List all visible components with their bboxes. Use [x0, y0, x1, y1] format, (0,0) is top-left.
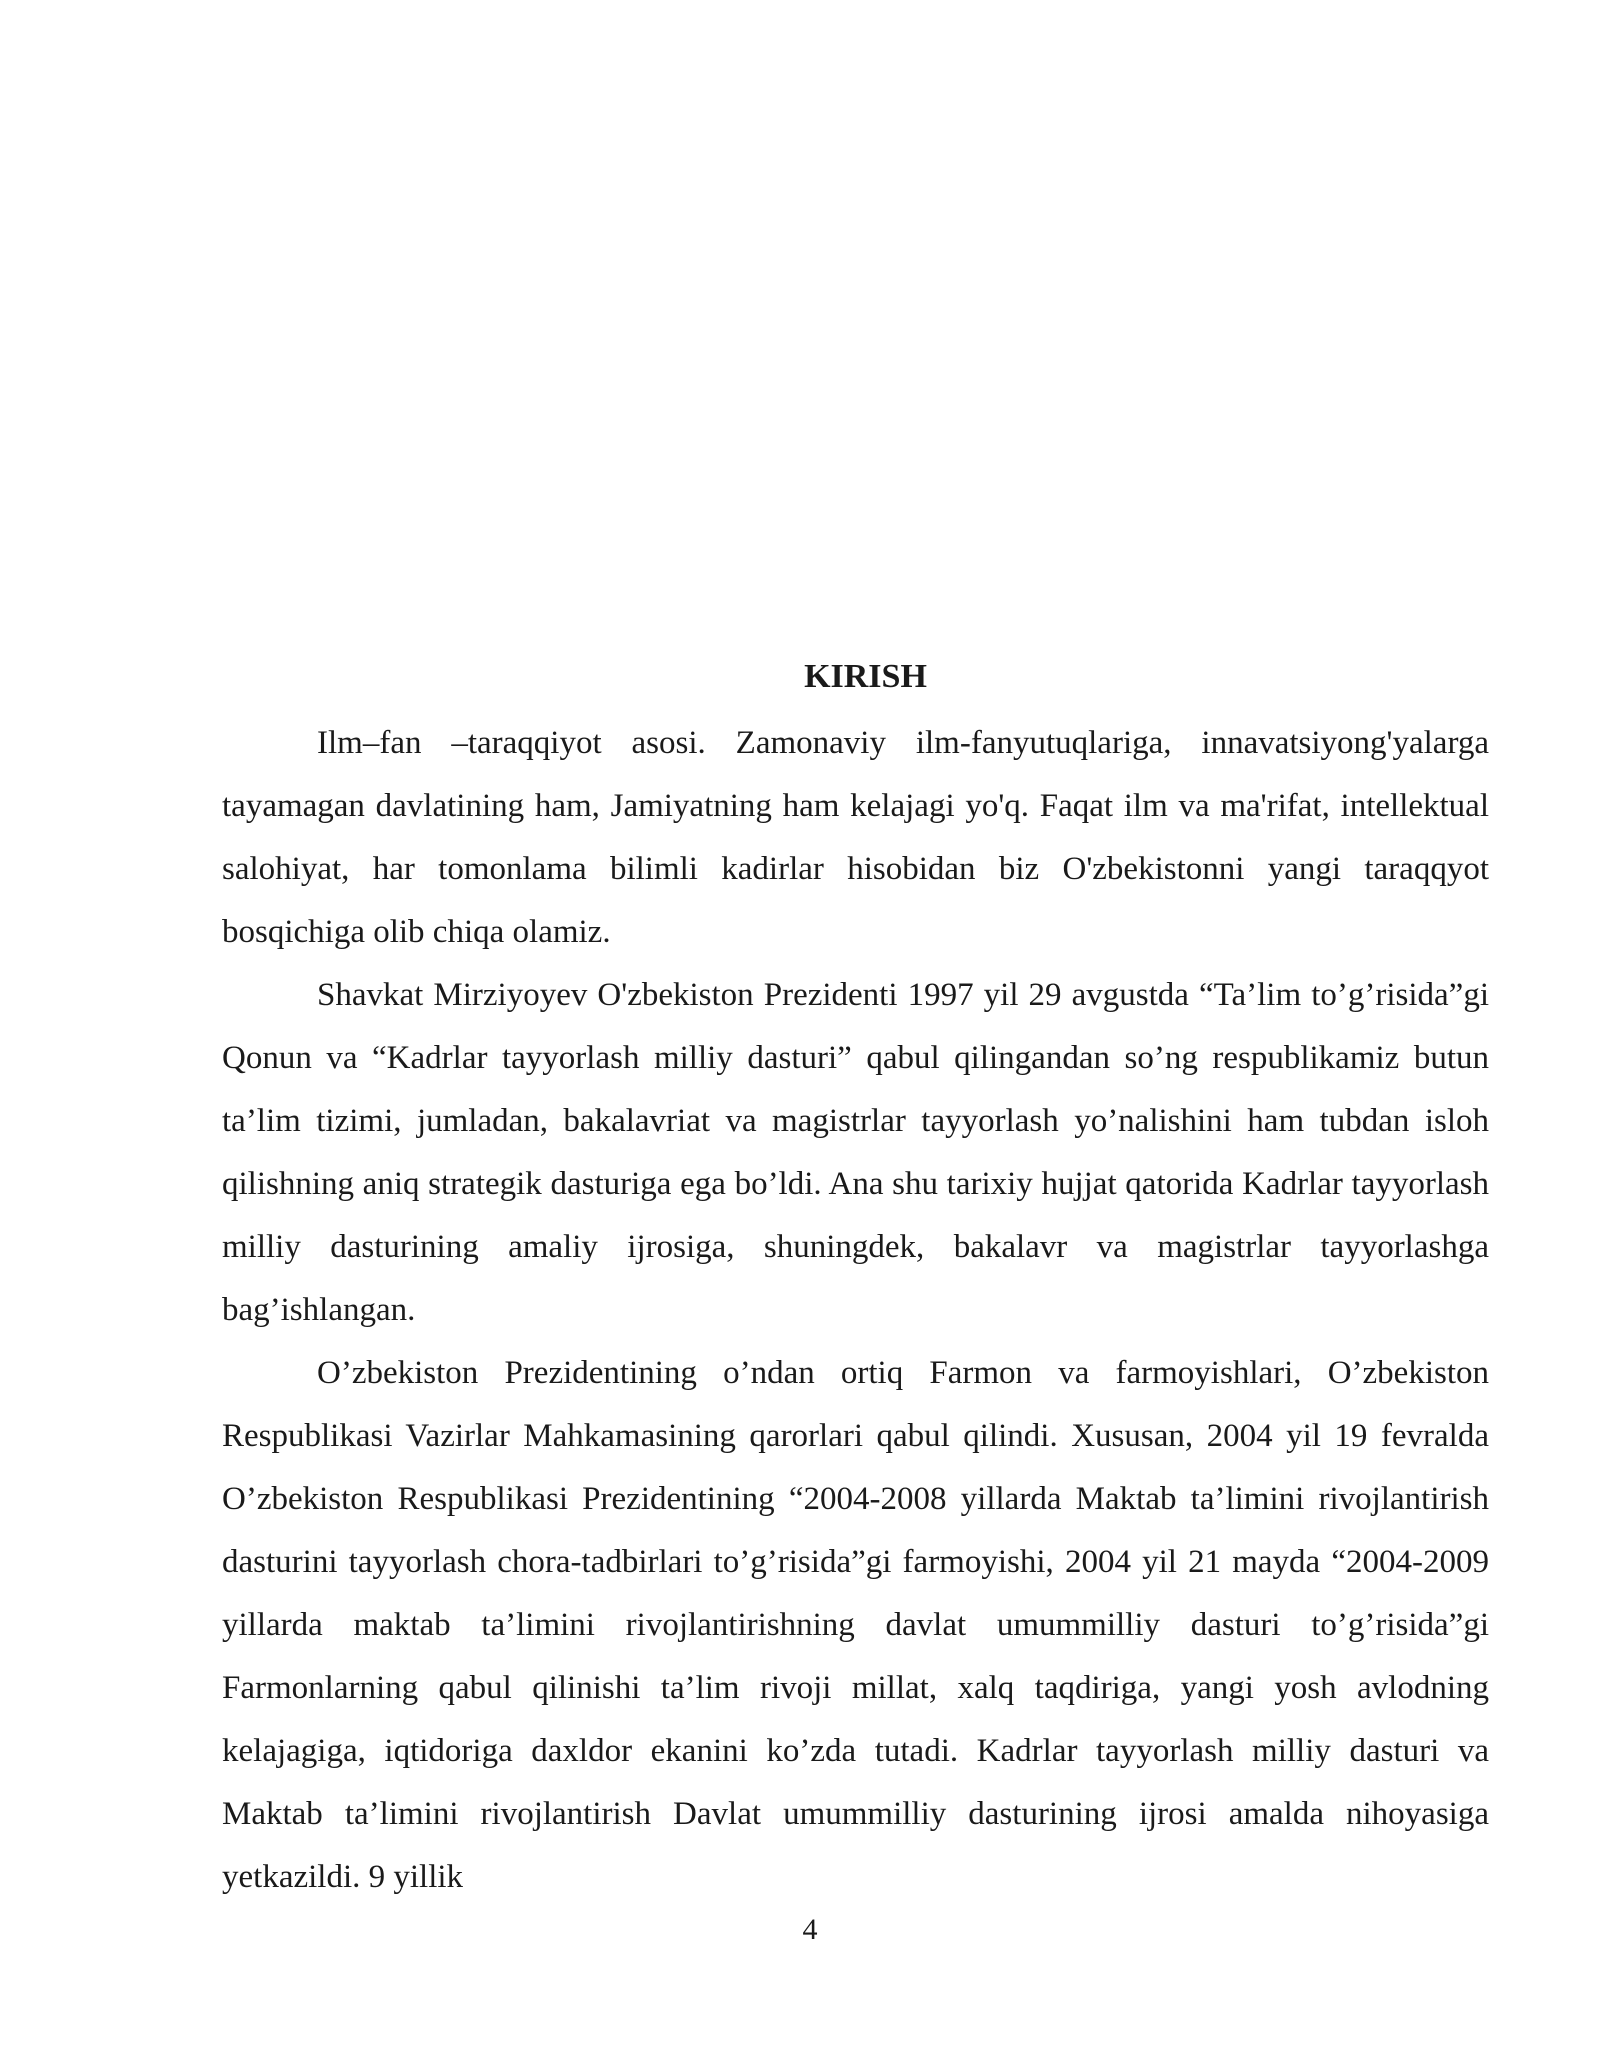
section-heading: KIRISH [804, 658, 927, 695]
page-number: 4 [802, 1913, 818, 1946]
paragraph-2: Shavkat Mirziyoyev O'zbekiston Prezidenti 1997 yil 29 avgustda “Ta’lim to’g’risida”gi Qonun va “Kadrlar tayyorlash milliy dasturi” qabul qilingandan so’ng respublikamiz butun ta’lim tizimi, jumladan, bakalavriat va magistrlar tayyorlash yo’nalishini ham tubdan isloh qilishning aniq strategik dasturiga ega bo’ldi. Ana shu tarixiy hujjat qatorida Kadrlar tayyorlash milliy dasturining amaliy ijrosiga, shuningdek, bakalavr va magistrlar tayyorlashga bag’ishlangan. [222, 977, 1489, 1328]
paragraph-1: Ilm–fan –taraqqiyot asosi. Zamonaviy ilm-fanyutuqlariga, innavatsiyong'yalarga tayamagan davlatining ham, Jamiyatning ham kelajagi yo'q. Faqat ilm va ma'rifat, intellektual salohiyat, har tomonlama bilimli kadirlar hisobidan biz O'zbekistonni yangi taraqqyot bosqichiga olib chiqa olamiz. [222, 725, 1489, 950]
page-content [222, 650, 1489, 1909]
paragraph-3: O’zbekiston Prezidentining o’ndan ortiq Farmon va farmoyishlari, O’zbekiston Respublikasi Vazirlar Mahkamasining qarorlari qabul qilindi. Xususan, 2004 yil 19 fevralda O’zbekiston Respublikasi Prezidentining “2004-2008 yillarda Maktab ta’limini rivojlantirish dasturini tayyorlash chora-tadbirlari to’g’risida”gi farmoyishi, 2004 yil 21 mayda “2004-2009 yillarda maktab ta’limini rivojlantirishning davlat umummilliy dasturi to’g’risida”gi Farmonlarning qabul qilinishi ta’lim rivoji millat, xalq taqdiriga, yangi yosh avlodning kelajagiga, iqtidoriga daxldor ekanini ko’zda tutadi. Kadrlar tayyorlash milliy dasturi va Maktab ta’limini rivojlantirish Davlat umummilliy dasturining ijrosi amalda nihoyasiga yetkazildi. 9 yillik [222, 1355, 1489, 1895]
